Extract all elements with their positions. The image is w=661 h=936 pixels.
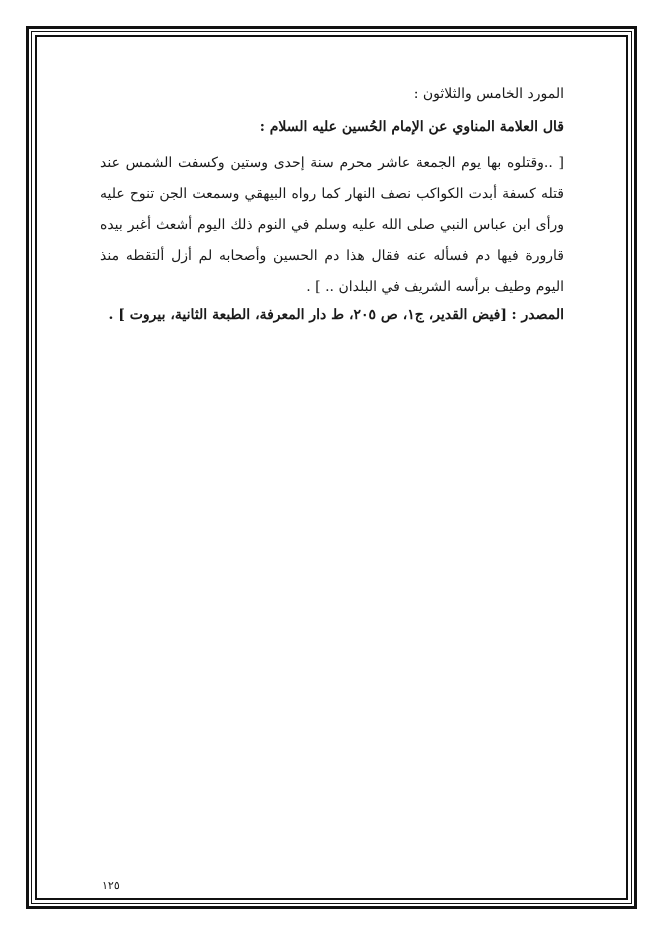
quote-body: [ ..وقتلوه بها يوم الجمعة عاشر محرم سنة إحدى وستين وكسفت الشمس عند قتله كسفة أبدت الكواكب نصف النهار كما رواه البيهقي وسمعت الجن تنوح عليه ورأى ابن عباس النبي صلى الله عليه وسلم في النوم ذلك اليوم أشعث أغبر بيده قارورة فيها دم فسأله عنه فقال هذا دم الحسين وأصحابه لم أزل ألتقطه منذ اليوم وطيف برأسه الشريف في البلدان .. ] . [100, 155, 564, 295]
section-title: المورد الخامس والثلاثون : [413, 86, 564, 102]
source-text: [فيض القدير، ج١، ص ٢٠٥، ط دار المعرفة، الطبعة الثانية، بيروت ] . [108, 307, 507, 323]
quote-intro: قال العلامة المناوي عن الإمام الحُسين عليه السلام : [259, 119, 564, 135]
page-content [100, 84, 564, 325]
source-citation [100, 305, 564, 325]
source-label: المصدر : [511, 307, 564, 323]
page-number: ١٢٥ [102, 879, 120, 892]
